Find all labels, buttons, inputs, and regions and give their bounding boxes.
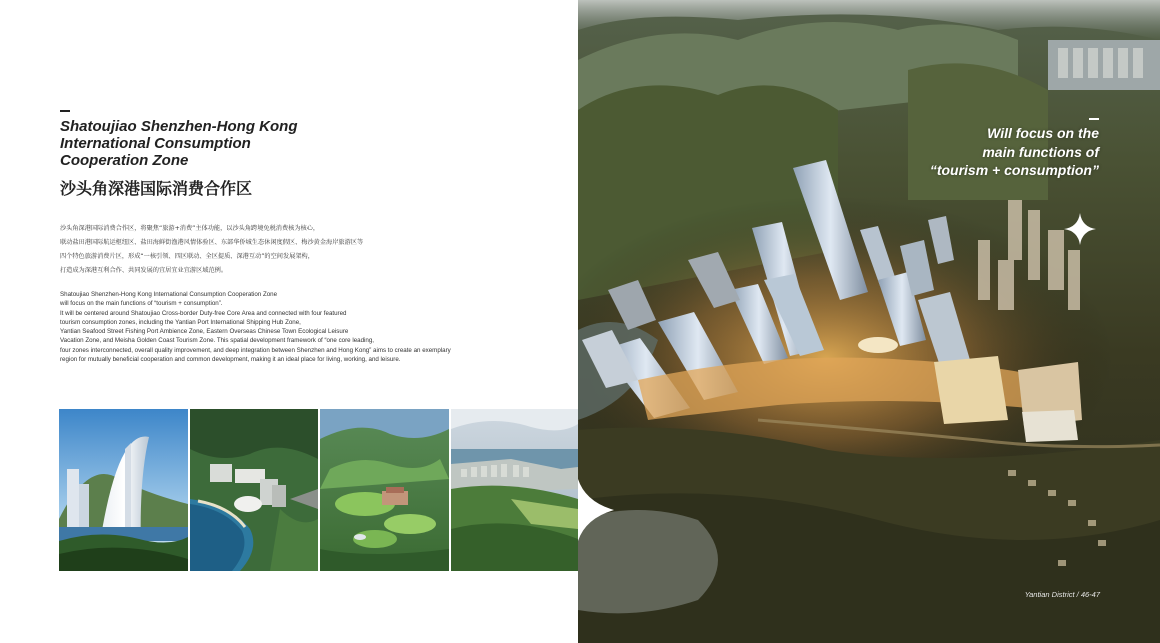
body-cn-line: 打造成为深港互利合作、共同发展的宜居宜业宜游区域范例。: [60, 267, 228, 274]
photo-waterfront-aerial: [451, 409, 578, 571]
body-en-line: It will be centered around Shatoujiao Cross-border Duty-free Core Area and connected with four featured: [60, 309, 347, 317]
body-en-line: tourism consumption zones, including the Yantian Port International Shipping Hub Zone,: [60, 318, 301, 326]
sparkle-icon: [1064, 213, 1096, 245]
body-text-chinese: [60, 222, 500, 278]
body-cn-line: 联动盐田港国际航运枢纽区、盐田海鲜街渔港风情体验区、东部华侨城生态休闲度假区、梅沙黄金海岸旅游区等: [60, 239, 364, 246]
photo-sail-tower: [59, 409, 188, 571]
aerial-rendering: [578, 0, 1160, 643]
body-en-line: region for mutually beneficial cooperation and common development, making it an ideal place for living, working, and leisure.: [60, 356, 401, 364]
page-footer: Yantian District / 46-47: [1024, 590, 1100, 599]
caption-dash: [1089, 118, 1099, 120]
body-cn-line: 沙头角深港国际消费合作区，将聚焦“旅游+消费”主体功能，以沙头角跨境免税消费核为核心，: [60, 225, 320, 232]
body-en-line: will focus on the main functions of “tourism + consumption”.: [60, 300, 223, 308]
left-page: [0, 0, 578, 643]
body-text-english: [60, 290, 500, 364]
image-caption: Will focus on the main functions of “tourism + consumption”: [929, 125, 1099, 178]
body-cn-line: 四个特色旅游消费片区，形成“一核引领、四区联动、全区提质、深港互动”的空间发展架构，: [60, 253, 314, 260]
page-notch: [578, 470, 616, 550]
title-english: Shatoujiao Shenzhen-Hong Kong International Consumption Cooperation Zone: [60, 118, 298, 169]
body-en-line: Yantian Seafood Street Fishing Port Ambience Zone, Eastern Overseas Chinese Town Ecological Leisure: [60, 328, 349, 336]
body-en-line: four zones interconnected, overall quality improvement, and deep integration between Shenzhen and Hong Kong” aims to create an exemplary: [60, 346, 451, 354]
body-en-line: Vacation Zone, and Meisha Golden Coast Tourism Zone. This spatial development framework of “one core leading,: [60, 337, 375, 345]
right-page: [578, 0, 1160, 643]
photo-golf-resort: [320, 409, 449, 571]
body-en-line: Shatoujiao Shenzhen-Hong Kong International Consumption Cooperation Zone: [60, 291, 278, 298]
title-dash: [60, 110, 70, 112]
title-chinese: 沙头角深港国际消费合作区: [60, 179, 253, 198]
photo-coastal-resort: [190, 409, 318, 571]
